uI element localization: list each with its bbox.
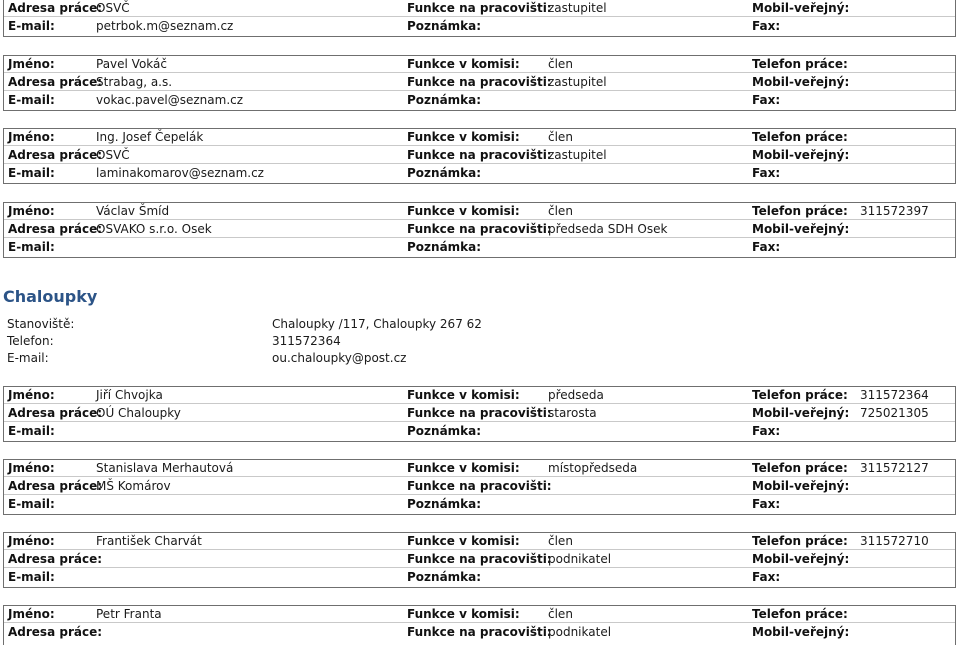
- name-row: [4, 606, 955, 623]
- member-card: [3, 386, 956, 442]
- mobile-label: Mobil-veřejný:: [752, 479, 850, 493]
- phone-work-value: 311572127: [860, 461, 929, 475]
- workplace-role-value: starosta: [548, 406, 597, 420]
- email-row: [4, 92, 955, 109]
- fax-label: Fax:: [752, 93, 781, 107]
- email-label: E-mail:: [8, 240, 55, 254]
- phone-work-value: 311572397: [860, 204, 929, 218]
- station-value: Chaloupky /117, Chaloupky 267 62: [272, 317, 482, 331]
- email-label: E-mail:: [8, 424, 55, 438]
- name-label: Jméno:: [8, 388, 55, 402]
- name-label: Jméno:: [8, 461, 55, 475]
- role-label: Funkce v komisi:: [407, 534, 520, 548]
- phone-work-value: 311572710: [860, 534, 929, 548]
- name-value: Stanislava Merhautová: [96, 461, 234, 475]
- address-value: OSVAKO s.r.o. Osek: [96, 222, 212, 236]
- address-row: [4, 221, 955, 238]
- role-value: člen: [548, 204, 573, 218]
- role-label: Funkce v komisi:: [407, 607, 520, 621]
- workplace-role-value: podnikatel: [548, 625, 612, 639]
- address-label: Adresa práce:: [8, 148, 103, 162]
- note-label: Poznámka:: [407, 19, 482, 33]
- email-value[interactable]: vokac.pavel@seznam.cz: [96, 93, 244, 107]
- workplace-role-label: Funkce na pracovišti:: [407, 625, 552, 639]
- address-label: Adresa práce:: [8, 479, 103, 493]
- workplace-role-label: Funkce na pracovišti:: [407, 222, 552, 236]
- address-label: Adresa práce:: [8, 625, 103, 639]
- workplace-role-value: podnikatel: [548, 552, 612, 566]
- address-value: MŠ Komárov: [96, 479, 171, 493]
- mobile-label: Mobil-veřejný:: [752, 552, 850, 566]
- phone-label: Telefon:: [7, 334, 54, 348]
- workplace-role-label: Funkce na pracovišti:: [407, 75, 552, 89]
- address-label: Adresa práce:: [8, 1, 103, 15]
- name-value: Ing. Josef Čepelák: [96, 130, 204, 144]
- note-label: Poznámka:: [407, 93, 482, 107]
- phone-work-label: Telefon práce:: [752, 57, 848, 71]
- fax-label: Fax:: [752, 424, 781, 438]
- member-card: [3, 459, 956, 515]
- email-row: [4, 239, 955, 256]
- phone-value: 311572364: [272, 334, 341, 348]
- mobile-label: Mobil-veřejný:: [752, 1, 850, 15]
- email-value[interactable]: petrbok.m@seznam.cz: [96, 19, 234, 33]
- address-value: Strabag, a.s.: [96, 75, 173, 89]
- address-row: [4, 0, 955, 17]
- phone-work-label: Telefon práce:: [752, 461, 848, 475]
- phone-work-label: Telefon práce:: [752, 607, 848, 621]
- workplace-role-label: Funkce na pracovišti:: [407, 1, 552, 15]
- name-label: Jméno:: [8, 204, 55, 218]
- email-label: E-mail:: [8, 19, 55, 33]
- name-row: [4, 387, 955, 404]
- email-row: [4, 165, 955, 182]
- address-row: [4, 551, 955, 568]
- name-label: Jméno:: [8, 57, 55, 71]
- member-card: [3, 0, 956, 37]
- fax-label: Fax:: [752, 166, 781, 180]
- phone-work-label: Telefon práce:: [752, 130, 848, 144]
- note-label: Poznámka:: [407, 166, 482, 180]
- role-label: Funkce v komisi:: [407, 204, 520, 218]
- email-row: [4, 423, 955, 440]
- address-row: [4, 624, 955, 641]
- address-row: [4, 478, 955, 495]
- role-label: Funkce v komisi:: [407, 388, 520, 402]
- workplace-role-value: zastupitel: [548, 75, 607, 89]
- email-label: E-mail:: [8, 570, 55, 584]
- address-row: [4, 74, 955, 91]
- address-row: [4, 147, 955, 164]
- workplace-role-value: předseda SDH Osek: [548, 222, 668, 236]
- note-label: Poznámka:: [407, 570, 482, 584]
- workplace-role-value: zastupitel: [548, 148, 607, 162]
- workplace-role-label: Funkce na pracovišti:: [407, 406, 552, 420]
- address-row: [4, 405, 955, 422]
- mobile-label: Mobil-veřejný:: [752, 75, 850, 89]
- address-label: Adresa práce:: [8, 552, 103, 566]
- note-label: Poznámka:: [407, 424, 482, 438]
- fax-label: Fax:: [752, 497, 781, 511]
- role-value: předseda: [548, 388, 604, 402]
- address-value: OÚ Chaloupky: [96, 406, 181, 420]
- email-label: E-mail:: [8, 93, 55, 107]
- address-label: Adresa práce:: [8, 75, 103, 89]
- email-label: E-mail:: [8, 497, 55, 511]
- role-value: člen: [548, 130, 573, 144]
- phone-work-label: Telefon práce:: [752, 204, 848, 218]
- note-label: Poznámka:: [407, 240, 482, 254]
- station-label: Stanoviště:: [7, 317, 75, 331]
- fax-label: Fax:: [752, 570, 781, 584]
- role-value: člen: [548, 607, 573, 621]
- member-card: [3, 55, 956, 111]
- address-value: OSVČ: [96, 1, 130, 15]
- role-value: člen: [548, 534, 573, 548]
- phone-work-value: 311572364: [860, 388, 929, 402]
- email-value[interactable]: laminakomarov@seznam.cz: [96, 166, 264, 180]
- email-label: E-mail:: [7, 351, 49, 365]
- role-label: Funkce v komisi:: [407, 57, 520, 71]
- name-value: František Charvát: [96, 534, 202, 548]
- name-row: [4, 460, 955, 477]
- email-value[interactable]: ou.chaloupky@post.cz: [272, 351, 407, 365]
- name-label: Jméno:: [8, 534, 55, 548]
- mobile-label: Mobil-veřejný:: [752, 406, 850, 420]
- name-row: [4, 533, 955, 550]
- mobile-label: Mobil-veřejný:: [752, 625, 850, 639]
- mobile-label: Mobil-veřejný:: [752, 148, 850, 162]
- address-value: OSVČ: [96, 148, 130, 162]
- workplace-role-label: Funkce na pracovišti:: [407, 148, 552, 162]
- name-row: [4, 56, 955, 73]
- section-title: Chaloupky: [3, 287, 98, 306]
- phone-work-label: Telefon práce:: [752, 534, 848, 548]
- name-label: Jméno:: [8, 607, 55, 621]
- fax-label: Fax:: [752, 240, 781, 254]
- fax-label: Fax:: [752, 19, 781, 33]
- email-row: [4, 496, 955, 513]
- note-label: Poznámka:: [407, 497, 482, 511]
- member-card: [3, 532, 956, 588]
- name-value: Jiří Chvojka: [96, 388, 163, 402]
- name-row: [4, 129, 955, 146]
- workplace-role-label: Funkce na pracovišti:: [407, 479, 552, 493]
- phone-work-label: Telefon práce:: [752, 388, 848, 402]
- role-value: člen: [548, 57, 573, 71]
- mobile-label: Mobil-veřejný:: [752, 222, 850, 236]
- workplace-role-label: Funkce na pracovišti:: [407, 552, 552, 566]
- name-value: Pavel Vokáč: [96, 57, 167, 71]
- name-value: Václav Šmíd: [96, 204, 170, 218]
- member-card: [3, 605, 956, 645]
- email-row: [4, 18, 955, 35]
- mobile-value: 725021305: [860, 406, 929, 420]
- role-label: Funkce v komisi:: [407, 130, 520, 144]
- name-value: Petr Franta: [96, 607, 162, 621]
- email-row: [4, 569, 955, 586]
- workplace-role-value: zastupitel: [548, 1, 607, 15]
- member-card: [3, 128, 956, 184]
- name-label: Jméno:: [8, 130, 55, 144]
- name-row: [4, 203, 955, 220]
- address-label: Adresa práce:: [8, 406, 103, 420]
- member-card: [3, 202, 956, 258]
- email-label: E-mail:: [8, 166, 55, 180]
- role-value: místopředseda: [548, 461, 638, 475]
- address-label: Adresa práce:: [8, 222, 103, 236]
- role-label: Funkce v komisi:: [407, 461, 520, 475]
